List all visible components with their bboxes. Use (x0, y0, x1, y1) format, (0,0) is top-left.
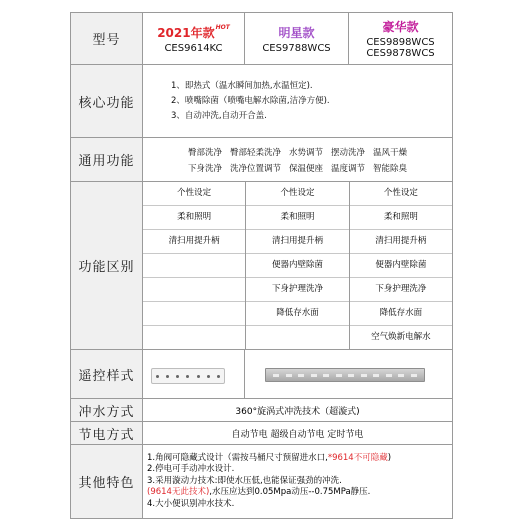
row-label-diff: 功能区别 (71, 182, 143, 350)
flush-row (71, 399, 453, 422)
core-item: 1、即热式（温水瞬间加热,水温恒定). (171, 80, 313, 91)
common-item: 保温便座 (288, 163, 323, 174)
diff-item: 柔和照明 (350, 206, 452, 230)
diff-col-star (245, 182, 348, 349)
feature-line: 3.采用漩动力技术:即使水压低,也能保证强劲的冲洗. (147, 475, 342, 486)
diff-item: 空气焕新电解水 (371, 332, 431, 342)
spec-sheet (70, 12, 452, 512)
diff-item: 清扫用提升柄 (143, 230, 245, 254)
diff-item: 柔和照明 (246, 206, 348, 230)
model-col-luxury (349, 13, 453, 65)
power-row (71, 422, 453, 445)
diff-row (71, 182, 453, 350)
features-list (143, 445, 453, 519)
model-code-9614: CES9614KC (164, 42, 223, 54)
common-item: 温风干燥 (373, 147, 408, 158)
diff-item: 个性设定 (246, 182, 348, 206)
common-item: 洗净位置调节 (229, 163, 281, 174)
diff-item: 下身护理洗净 (246, 278, 348, 302)
common-item: 摆动洗净 (331, 147, 366, 158)
diff-item (143, 302, 245, 326)
feature-line: 2.停电可手动冲水设计. (147, 464, 235, 475)
common-item: 温度调节 (331, 163, 366, 174)
feature-line: (9614无此技术),水压应达到0.05Mpa动压--0.75MPa静压. (147, 487, 371, 498)
diff-item: 下身护理洗净 (350, 278, 452, 302)
feature-note: (9614无此技术) (147, 487, 210, 498)
model-code-9878: CES9878WCS (366, 48, 435, 59)
core-list (143, 65, 453, 138)
remote-cell-shared (245, 350, 453, 399)
row-label-power: 节电方式 (71, 422, 143, 445)
core-item: 3、自动冲洗,自动开合盖. (171, 110, 267, 121)
diff-item: 柔和照明 (143, 206, 245, 230)
common-cell (143, 138, 453, 182)
diff-item (143, 278, 245, 302)
common-grid (143, 144, 452, 176)
model-name-star: 明星款 (278, 25, 315, 40)
common-row (71, 138, 453, 182)
diff-cell (143, 182, 453, 350)
diff-item: 个性设定 (143, 182, 245, 206)
row-label-other: 其他特色 (71, 445, 143, 519)
row-label-remote: 遥控样式 (71, 350, 143, 399)
other-row (71, 445, 453, 519)
model-name-luxury: 豪华款 (382, 20, 419, 34)
feature-line: 1.角阀可隐藏式设计（需按马桶尺寸预留进水口,*9614不可隐藏) (147, 452, 392, 463)
row-label-common: 通用功能 (71, 138, 143, 182)
remote-cell-2021 (143, 350, 245, 399)
diff-item: 清扫用提升柄 (246, 230, 348, 254)
feature-line: 4.大小便识别冲水技术. (147, 498, 235, 509)
diff-item: 便器内壁除菌 (246, 254, 348, 278)
common-item: 智能除臭 (373, 163, 408, 174)
model-code-9898: CES9898WCS (366, 37, 435, 48)
common-item: 水势调节 (288, 147, 323, 158)
diff-col-luxury (349, 182, 452, 349)
remote-row (71, 350, 453, 399)
row-label-model: 型号 (71, 13, 143, 65)
model-col-star (245, 13, 349, 65)
row-label-flush: 冲水方式 (71, 399, 143, 422)
model-row (71, 13, 453, 65)
model-col-2021 (143, 13, 245, 65)
power-value: 自动节电 超级自动节电 定时节电 (143, 422, 453, 445)
flush-value: 360°旋涡式冲洗技术（超漩式) (143, 399, 453, 422)
diff-item: 降低存水面 (246, 302, 348, 326)
diff-item: 个性设定 (350, 182, 452, 206)
diff-item (246, 326, 348, 349)
comparison-table (70, 12, 453, 519)
diff-item: 降低存水面 (350, 302, 452, 326)
feature-note: *9614不可隐藏 (327, 452, 388, 463)
model-name-2021: 2021年款 (157, 25, 215, 40)
diff-item: 便器内壁除菌 (350, 254, 452, 278)
remote-control-image (151, 368, 225, 384)
row-label-core: 核心功能 (71, 65, 143, 138)
common-item: 臀部洗净 (187, 147, 222, 158)
model-code-9788: CES9788WCS (262, 42, 331, 54)
core-item: 2、喷嘴除菌（喷嘴电解水除菌,洁净方便). (171, 95, 330, 106)
diff-col-2021 (143, 182, 245, 349)
common-item: 臀部轻柔洗净 (229, 147, 281, 158)
diff-item (143, 254, 245, 278)
diff-item: 清扫用提升柄 (350, 230, 452, 254)
hot-badge: HOT (215, 23, 230, 31)
remote-control-image (265, 368, 425, 382)
core-row (71, 65, 453, 138)
diff-item (143, 326, 245, 349)
common-item: 下身洗净 (187, 163, 222, 174)
